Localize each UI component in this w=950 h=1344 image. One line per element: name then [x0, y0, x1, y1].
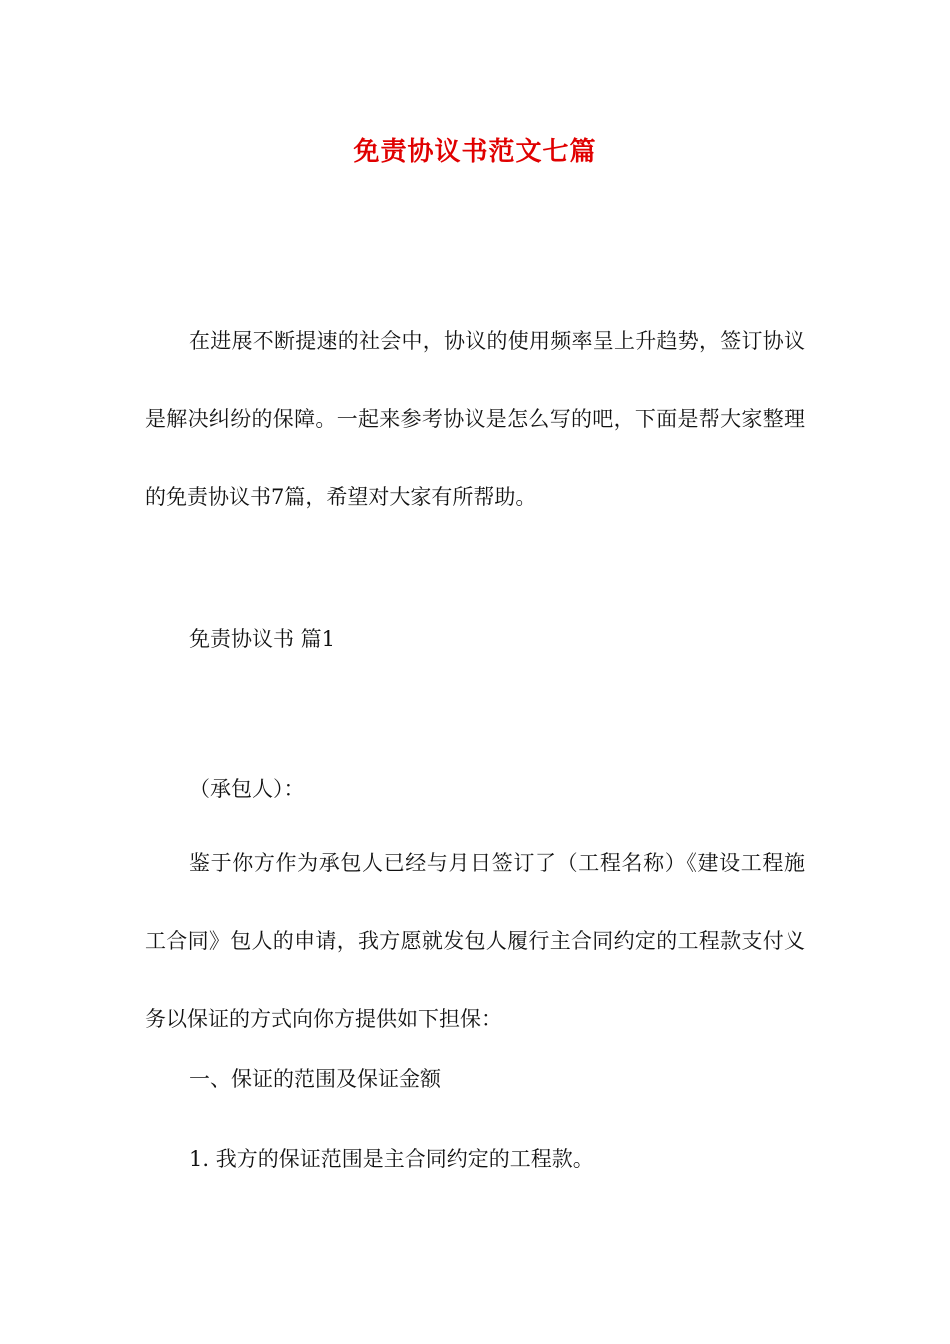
section-heading-1: 免责协议书 篇1 — [189, 627, 336, 651]
intro-paragraph: 在进展不断提速的社会中，协议的使用频率呈上升趋势，签订协议是解决纠纷的保障。一起来参考协议是怎么写的吧，下面是帮大家整理的免责协议书7篇，希望对大家有所帮助。 — [145, 329, 805, 509]
clause-item-1: 1. 我方的保证范围是主合同约定的工程款。 — [189, 1147, 594, 1171]
addressee-line: （承包人）： — [189, 777, 305, 801]
document-title: 免责协议书范文七篇 — [353, 137, 597, 167]
clause-heading-1: 一、保证的范围及保证金额 — [189, 1067, 441, 1091]
body-paragraph-1: 鉴于你方作为承包人已经与月日签订了（工程名称）《建设工程施工合同》包人的申请，我方愿就发包人履行主合同约定的工程款支付义务以保证的方式向你方提供如下担保： — [145, 851, 805, 1031]
